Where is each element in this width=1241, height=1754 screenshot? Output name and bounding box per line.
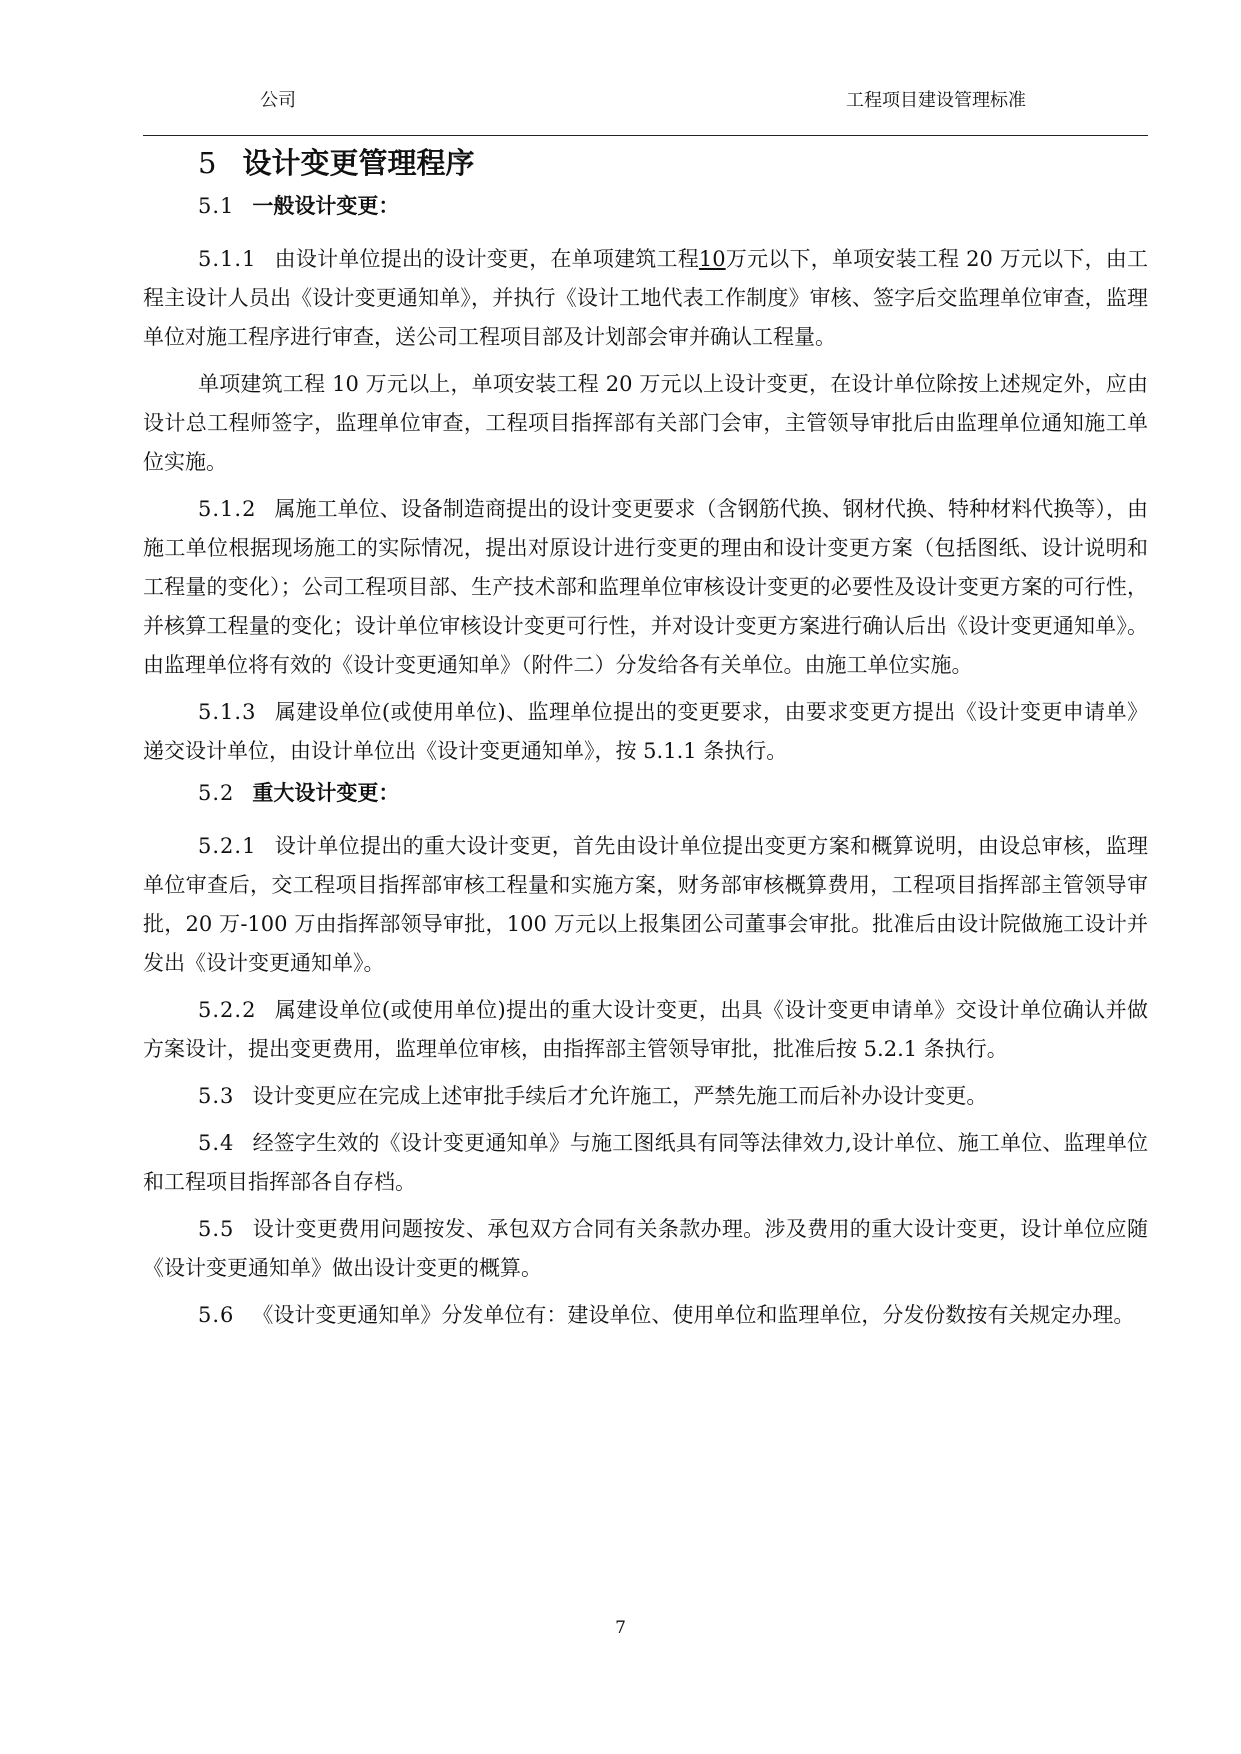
section-heading [143,142,1148,184]
paragraph-5-6: 5.6 《设计变更通知单》分发单位有：建设单位、使用单位和监理单位，分发份数按有关规定办理。 [198,1303,1135,1327]
underlined-amount: 10 [698,247,726,271]
subsection-heading-5-2: 5.2 重大设计变更： [198,780,400,805]
subsection-heading-5-1: 5.1 一般设计变更： [198,193,400,218]
paragraph-5-2-2: 5.2.2 属建设单位(或使用单位)提出的重大设计变更，出具《设计变更申请单》交设计单位确认并做方案设计，提出变更费用，监理单位审核，由指挥部主管领导审批，批准后按 5.2.1 条执行。 [143,998,1148,1061]
page-number: 7 [615,1618,626,1638]
page-header [0,86,1241,116]
paragraph-5-1-1: 5.1.1 由设计单位提出的设计变更，在单项建筑工程10万元以下，单项安装工程 20 万元以下，由工程主设计人员出《设计变更通知单》，并执行《设计工地代表工作制度》审核、签字后交监理单位审查，监理单位对施工程序进行审查，送公司工程项目部及计划部会审并确认工程量。 [143,247,1148,349]
header-document-title: 工程项目建设管理标准 [846,90,1026,111]
header-company: 公司 [260,90,296,111]
paragraph-5-4: 5.4 经签字生效的《设计变更通知单》与施工图纸具有同等法律效力,设计单位、施工单位、监理单位和工程项目指挥部各自存档。 [143,1131,1148,1194]
paragraph-5-3: 5.3 设计变更应在完成上述审批手续后才允许施工，严禁先施工而后补办设计变更。 [198,1084,988,1108]
document-body [143,142,1148,1343]
paragraph-5-1-2: 5.1.2 属施工单位、设备制造商提出的设计变更要求（含钢筋代换、钢材代换、特种材料代换等），由施工单位根据现场施工的实际情况，提出对原设计进行变更的理由和设计变更方案（包括图纸、设计说明和工程量的变化）；公司工程项目部、生产技术部和监理单位审核设计变更的必要性及设计变更方案的可行性，并核算工程量的变化；设计单位审核设计变更可行性，并对设计变更方案进行确认后出《设计变更通知单》。由监理单位将有效的《设计变更通知单》（附件二）分发给各有关单位。由施工单位实施。 [143,497,1148,677]
header-divider [143,135,1148,136]
paragraph-5-5: 5.5 设计变更费用问题按发、承包双方合同有关条款办理。涉及费用的重大设计变更，设计单位应随《设计变更通知单》做出设计变更的概算。 [143,1217,1148,1280]
paragraph-5-1-1-continued: 单项建筑工程 10 万元以上，单项安装工程 20 万元以上设计变更，在设计单位除按上述规定外，应由设计总工程师签字，监理单位审查，工程项目指挥部有关部门会审，主管领导审批后由监理单位通知施工单位实施。 [143,372,1148,474]
paragraph-5-1-3: 5.1.3 属建设单位(或使用单位)、监理单位提出的变更要求，由要求变更方提出《设计变更申请单》递交设计单位，由设计单位出《设计变更通知单》，按 5.1.1 条执行。 [143,700,1148,763]
section-title: 设计变更管理程序 [242,146,475,180]
paragraph-5-2-1: 5.2.1 设计单位提出的重大设计变更，首先由设计单位提出变更方案和概算说明，由设总审核，监理单位审查后，交工程项目指挥部审核工程量和实施方案，财务部审核概算费用，工程项目指挥部主管领导审批，20 万-100 万由指挥部领导审批，100 万元以上报集团公司董事会审批。批准后由设计院做施工设计并发出《设计变更通知单》。 [143,834,1148,975]
section-number: 5 [198,146,217,180]
